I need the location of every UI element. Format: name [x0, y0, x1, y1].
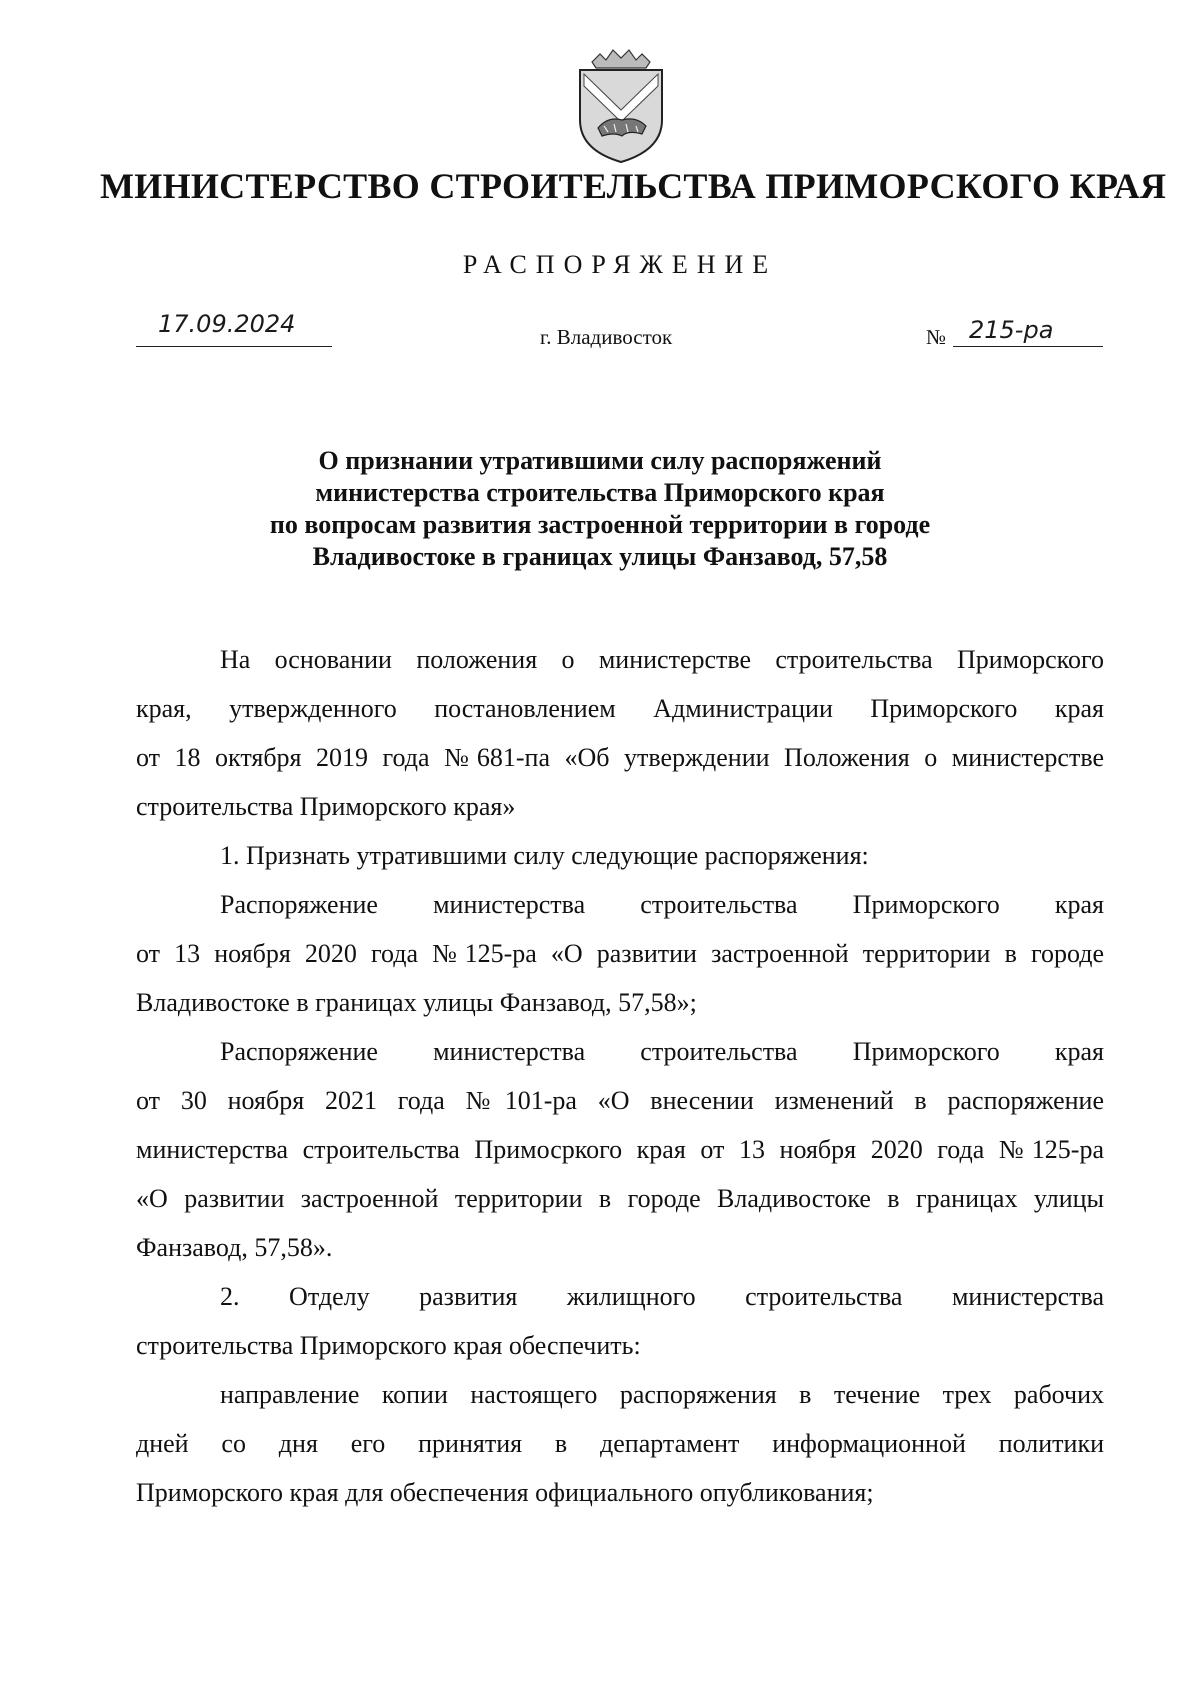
text-line: направление копии настоящего распоряжения в течение трех рабочих [220, 1380, 1104, 1409]
text-line: строительства Приморского края» [136, 792, 516, 821]
title-line: по вопросам развития застроенной территории в городе [269, 510, 931, 539]
text-line: Распоряжение министерства строительства Приморского края [220, 890, 1104, 919]
text-line: министерства строительства Примосркого края от 13 ноября 2020 года №125-ра [136, 1135, 1104, 1164]
text-line: На основании положения о министерстве строительства Приморского [220, 645, 1104, 674]
paragraph-item-2 [136, 1272, 1104, 1370]
text-line: 2. Отделу развития жилищного строительства министерства [220, 1282, 1104, 1311]
date-handwritten: 17.09.2024 [158, 310, 296, 338]
ministry-name: МИНИСТЕРСТВО СТРОИТЕЛЬСТВА ПРИМОРСКОГО КРАЯ [100, 166, 1167, 206]
text-line: Приморского края для обеспечения официального опубликования; [136, 1478, 874, 1507]
text-line: от 13 ноября 2020 года №125-ра «О развитии застроенной территории в городе [136, 939, 1104, 968]
title-line: О признании утратившими силу распоряжений [318, 446, 882, 475]
document-title [200, 445, 1000, 573]
text-line: от 18 октября 2019 года №681-па «Об утверждении Положения о министерстве [136, 743, 1104, 772]
document-type: РАСПОРЯЖЕНИЕ [462, 250, 778, 279]
text-line: строительства Приморского края обеспечить: [136, 1331, 641, 1360]
title-line: министерства строительства Приморского края [315, 478, 885, 507]
text-line: Владивостоке в границах улицы Фанзавод, 57,58»; [136, 988, 697, 1017]
paragraph-order-2 [136, 1027, 1104, 1272]
paragraph-directive [136, 1370, 1104, 1517]
coat-of-arms-icon [570, 40, 672, 165]
paragraph-item-1 [136, 831, 1104, 880]
document-body [136, 635, 1104, 1517]
paragraph-basis [136, 635, 1104, 831]
title-line: Владивостоке в границах улицы Фанзавод, 57,58 [312, 542, 888, 571]
paragraph-order-1 [136, 880, 1104, 1027]
text-line: Распоряжение министерства строительства Приморского края [220, 1037, 1104, 1066]
text-line: Фанзавод, 57,58». [136, 1233, 333, 1262]
date-field [136, 306, 332, 347]
text-line: 1. Признать утратившими силу следующие распоряжения: [220, 841, 869, 870]
text-line: дней со дня его принятия в департамент информационной политики [136, 1429, 1104, 1458]
number-sign: № [926, 325, 947, 349]
number-underline [953, 316, 1103, 347]
text-line: от 30 ноября 2021 года №101-ра «О внесении изменений в распоряжение [136, 1086, 1104, 1115]
number-field [926, 316, 1106, 352]
text-line: края, утвержденного постановлением Администрации Приморского края [136, 694, 1104, 723]
number-handwritten: 215-ра [969, 316, 1054, 344]
city-label: г. Владивосток [540, 325, 673, 349]
text-line: «О развитии застроенной территории в городе Владивостоке в границах улицы [136, 1184, 1104, 1213]
